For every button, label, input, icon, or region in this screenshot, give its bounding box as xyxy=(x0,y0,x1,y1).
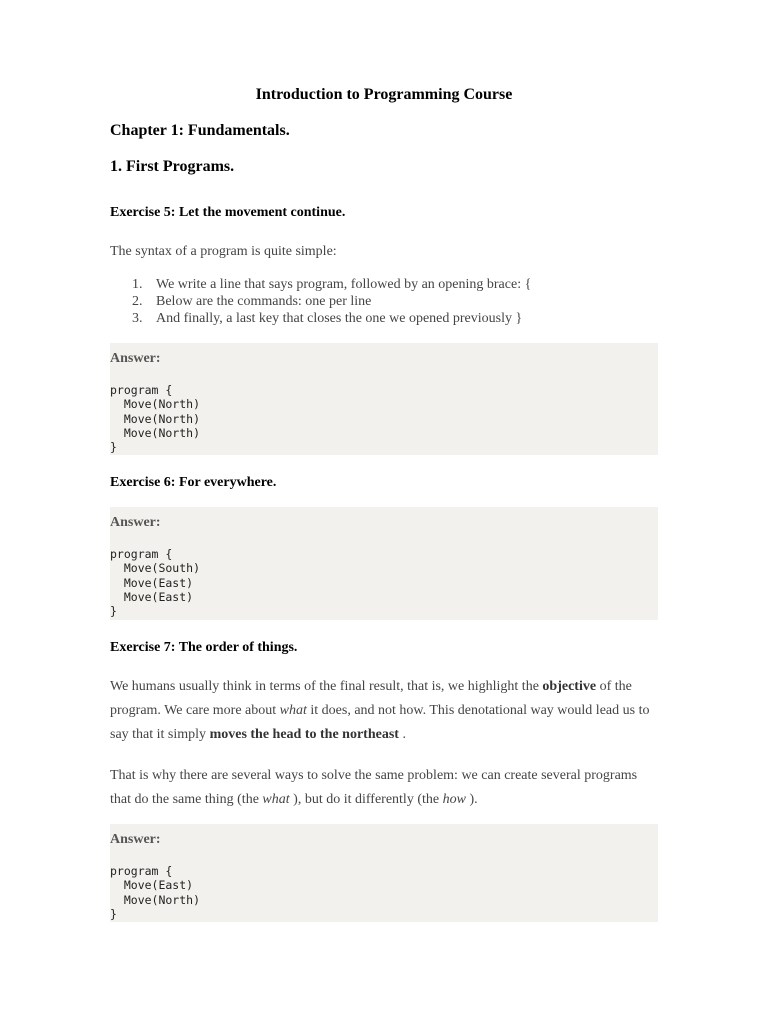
exercise-5-intro: The syntax of a program is quite simple: xyxy=(110,244,337,259)
emphasis-how: how xyxy=(442,792,466,807)
list-item-text: We write a line that says program, followed by an opening brace: { xyxy=(156,277,532,292)
exercise-7-heading: Exercise 7: The order of things. xyxy=(110,640,298,655)
section-heading: 1. First Programs. xyxy=(110,158,235,175)
list-item-text: Below are the commands: one per line xyxy=(156,294,372,309)
list-item xyxy=(110,276,531,293)
answer-label: Answer: xyxy=(110,515,161,530)
code-block: program { Move(South) Move(East) Move(East) } xyxy=(110,547,201,619)
list-number: 2. xyxy=(132,294,143,309)
paragraph-final-result: We humans usually think in terms of the final result, that is, we highlight the objective of the program. We care more about what it does, and not how. This denotational way would lead us to say that it simply moves the head to the northeast . xyxy=(110,679,650,742)
answer-block-exercise-5 xyxy=(110,343,658,455)
list-item-text: And finally, a last key that closes the one we opened previously } xyxy=(156,311,523,326)
paragraph-several-ways: That is why there are several ways to solve the same problem: we can create several programs that do the same thing (the what ), but do it differently (the how ). xyxy=(110,768,638,807)
answer-block-exercise-6 xyxy=(110,507,658,620)
list-number: 1. xyxy=(132,277,143,292)
answer-label: Answer: xyxy=(110,832,161,847)
chapter-heading: Chapter 1: Fundamentals. xyxy=(110,122,290,139)
emphasis-northeast: moves the head to the northeast xyxy=(209,727,399,742)
answer-label: Answer: xyxy=(110,351,161,366)
emphasis-what: what xyxy=(279,703,307,718)
emphasis-what: what xyxy=(262,792,290,807)
exercise-6-heading: Exercise 6: For everywhere. xyxy=(110,475,277,490)
code-block: program { Move(East) Move(North) } xyxy=(110,864,201,921)
list-item xyxy=(110,293,531,310)
list-number: 3. xyxy=(132,311,143,326)
list-item xyxy=(110,310,531,327)
emphasis-objective: objective xyxy=(542,679,597,694)
syntax-steps-list xyxy=(110,276,531,327)
answer-block-exercise-7 xyxy=(110,824,658,922)
code-block: program { Move(North) Move(North) Move(North) } xyxy=(110,383,201,455)
document-title: Introduction to Programming Course xyxy=(255,86,513,103)
exercise-5-heading: Exercise 5: Let the movement continue. xyxy=(110,205,346,220)
